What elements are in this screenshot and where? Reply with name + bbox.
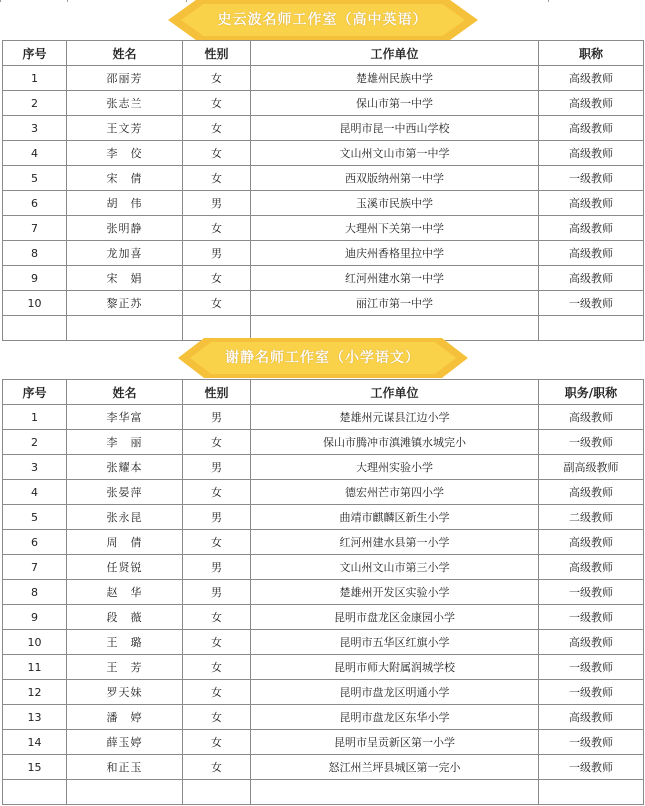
col-header-gender: 性别 [183, 41, 251, 66]
table-row [3, 705, 644, 730]
seq-cell: 13 [3, 705, 67, 730]
unit-cell: 西双版纳州第一中学 [251, 166, 539, 191]
seq-cell: 7 [3, 555, 67, 580]
name-cell: 张晏萍 [67, 480, 183, 505]
name-cell: 薛玉婷 [67, 730, 183, 755]
seq-cell: 3 [3, 116, 67, 141]
gender-cell: 女 [183, 116, 251, 141]
gender-cell: 女 [183, 730, 251, 755]
seq-cell: 9 [3, 605, 67, 630]
table-row [3, 480, 644, 505]
col-header-unit: 工作单位 [251, 41, 539, 66]
gender-cell: 女 [183, 605, 251, 630]
table-row [3, 655, 644, 680]
title-cell: 高级教师 [539, 266, 644, 291]
col-header-unit: 工作单位 [251, 380, 539, 405]
gender-cell: 女 [183, 530, 251, 555]
unit-cell: 大理州下关第一中学 [251, 216, 539, 241]
section2-title: 谢静名师工作室（小学语文） [225, 350, 420, 366]
gender-cell: 女 [183, 266, 251, 291]
table-row [3, 405, 644, 430]
table-row [3, 580, 644, 605]
seq-cell: 6 [3, 530, 67, 555]
unit-cell: 昆明市五华区红旗小学 [251, 630, 539, 655]
name-cell: 宋 倩 [67, 166, 183, 191]
name-cell: 胡 伟 [67, 191, 183, 216]
name-cell: 赵 华 [67, 580, 183, 605]
gender-cell: 女 [183, 66, 251, 91]
gender-cell: 女 [183, 480, 251, 505]
gender-cell: 男 [183, 580, 251, 605]
seq-cell: 5 [3, 166, 67, 191]
seq-cell: 6 [3, 191, 67, 216]
unit-cell: 昆明市呈贡新区第一小学 [251, 730, 539, 755]
title-cell: 高级教师 [539, 480, 644, 505]
unit-cell: 昆明市师大附属润城学校 [251, 655, 539, 680]
unit-cell: 昆明市盘龙区金康园小学 [251, 605, 539, 630]
col-header-seq: 序号 [3, 380, 67, 405]
seq-cell: 10 [3, 291, 67, 316]
title-cell: 一级教师 [539, 655, 644, 680]
table-row [3, 630, 644, 655]
blank-cell [539, 316, 644, 341]
seq-cell: 2 [3, 91, 67, 116]
gender-cell: 男 [183, 455, 251, 480]
name-cell: 王 芳 [67, 655, 183, 680]
unit-cell: 红河州建水县第一小学 [251, 530, 539, 555]
title-cell: 一级教师 [539, 430, 644, 455]
name-cell: 段 薇 [67, 605, 183, 630]
name-cell: 和正玉 [67, 755, 183, 780]
gender-cell: 女 [183, 166, 251, 191]
unit-cell: 丽江市第一中学 [251, 291, 539, 316]
name-cell: 李华富 [67, 405, 183, 430]
unit-cell: 大理州实验小学 [251, 455, 539, 480]
unit-cell: 楚雄州开发区实验小学 [251, 580, 539, 605]
table-row [3, 91, 644, 116]
blank-cell [183, 780, 251, 805]
title-cell: 一级教师 [539, 291, 644, 316]
name-cell: 张志兰 [67, 91, 183, 116]
title-cell: 一级教师 [539, 605, 644, 630]
blank-cell [3, 316, 67, 341]
seq-cell: 15 [3, 755, 67, 780]
table-row [3, 266, 644, 291]
section2-banner [0, 338, 645, 378]
table-row [3, 430, 644, 455]
seq-cell: 9 [3, 266, 67, 291]
seq-cell: 1 [3, 66, 67, 91]
seq-cell: 14 [3, 730, 67, 755]
unit-cell: 德宏州芒市第四小学 [251, 480, 539, 505]
title-cell: 高级教师 [539, 705, 644, 730]
section2-table [2, 379, 644, 805]
title-cell: 高级教师 [539, 66, 644, 91]
unit-cell: 迪庆州香格里拉中学 [251, 241, 539, 266]
table-row [3, 66, 644, 91]
table-row [3, 216, 644, 241]
gender-cell: 女 [183, 430, 251, 455]
col-header-name: 姓名 [67, 380, 183, 405]
title-cell: 一级教师 [539, 755, 644, 780]
blank-row [3, 316, 644, 341]
gender-cell: 女 [183, 630, 251, 655]
title-cell: 高级教师 [539, 530, 644, 555]
blank-cell [183, 316, 251, 341]
gender-cell: 男 [183, 241, 251, 266]
unit-cell: 昆明市昆一中西山学校 [251, 116, 539, 141]
title-cell: 高级教师 [539, 116, 644, 141]
table-row [3, 730, 644, 755]
name-cell: 宋 娟 [67, 266, 183, 291]
seq-cell: 11 [3, 655, 67, 680]
col-header-name: 姓名 [67, 41, 183, 66]
title-cell: 二级教师 [539, 505, 644, 530]
name-cell: 龙加喜 [67, 241, 183, 266]
unit-cell: 保山市腾冲市滇滩镇水城完小 [251, 430, 539, 455]
table-row [3, 141, 644, 166]
unit-cell: 曲靖市麒麟区新生小学 [251, 505, 539, 530]
gender-cell: 女 [183, 91, 251, 116]
gender-cell: 男 [183, 191, 251, 216]
gender-cell: 女 [183, 680, 251, 705]
blank-cell [3, 780, 67, 805]
name-cell: 周 倩 [67, 530, 183, 555]
gender-cell: 男 [183, 505, 251, 530]
section1-banner [0, 0, 645, 40]
name-cell: 李 佼 [67, 141, 183, 166]
name-cell: 任贤锐 [67, 555, 183, 580]
blank-cell [539, 780, 644, 805]
title-cell: 一级教师 [539, 730, 644, 755]
section1-table [2, 40, 644, 341]
section1-title: 史云波名师工作室（高中英语） [217, 12, 428, 28]
seq-cell: 12 [3, 680, 67, 705]
title-cell: 一级教师 [539, 680, 644, 705]
gender-cell: 男 [183, 555, 251, 580]
col-header-title: 职务/职称 [539, 380, 644, 405]
blank-cell [251, 780, 539, 805]
gender-cell: 女 [183, 291, 251, 316]
gender-cell: 女 [183, 141, 251, 166]
title-cell: 高级教师 [539, 141, 644, 166]
unit-cell: 玉溪市民族中学 [251, 191, 539, 216]
col-header-gender: 性别 [183, 380, 251, 405]
title-cell: 高级教师 [539, 555, 644, 580]
title-cell: 高级教师 [539, 191, 644, 216]
unit-cell: 昆明市盘龙区明通小学 [251, 680, 539, 705]
unit-cell: 红河州建水第一中学 [251, 266, 539, 291]
seq-cell: 3 [3, 455, 67, 480]
table-row [3, 505, 644, 530]
gender-cell: 男 [183, 405, 251, 430]
table-row [3, 605, 644, 630]
table-row [3, 530, 644, 555]
blank-row [3, 780, 644, 805]
gender-cell: 女 [183, 216, 251, 241]
name-cell: 王 璐 [67, 630, 183, 655]
name-cell: 潘 婷 [67, 705, 183, 730]
table-row [3, 455, 644, 480]
section1-header-row [3, 41, 644, 66]
title-cell: 高级教师 [539, 216, 644, 241]
unit-cell: 文山州文山市第三小学 [251, 555, 539, 580]
seq-cell: 2 [3, 430, 67, 455]
seq-cell: 5 [3, 505, 67, 530]
gender-cell: 女 [183, 705, 251, 730]
unit-cell: 楚雄州民族中学 [251, 66, 539, 91]
blank-cell [67, 780, 183, 805]
name-cell: 邵丽芳 [67, 66, 183, 91]
section2-header-row [3, 380, 644, 405]
unit-cell: 楚雄州元谋县江边小学 [251, 405, 539, 430]
col-header-seq: 序号 [3, 41, 67, 66]
blank-cell [67, 316, 183, 341]
unit-cell: 保山市第一中学 [251, 91, 539, 116]
title-cell: 高级教师 [539, 405, 644, 430]
name-cell: 张永昆 [67, 505, 183, 530]
blank-cell [251, 316, 539, 341]
table-row [3, 555, 644, 580]
table-row [3, 191, 644, 216]
table-row [3, 116, 644, 141]
table-row [3, 166, 644, 191]
col-header-title: 职称 [539, 41, 644, 66]
name-cell: 李 丽 [67, 430, 183, 455]
title-cell: 高级教师 [539, 630, 644, 655]
name-cell: 王文芳 [67, 116, 183, 141]
table-row [3, 680, 644, 705]
seq-cell: 7 [3, 216, 67, 241]
table-row [3, 241, 644, 266]
seq-cell: 1 [3, 405, 67, 430]
title-cell: 一级教师 [539, 580, 644, 605]
title-cell: 高级教师 [539, 91, 644, 116]
name-cell: 罗天妹 [67, 680, 183, 705]
seq-cell: 8 [3, 241, 67, 266]
name-cell: 黎正苏 [67, 291, 183, 316]
seq-cell: 8 [3, 580, 67, 605]
title-cell: 高级教师 [539, 241, 644, 266]
table-row [3, 755, 644, 780]
unit-cell: 昆明市盘龙区东华小学 [251, 705, 539, 730]
gender-cell: 女 [183, 755, 251, 780]
gender-cell: 女 [183, 655, 251, 680]
title-cell: 副高级教师 [539, 455, 644, 480]
table-row [3, 291, 644, 316]
title-cell: 一级教师 [539, 166, 644, 191]
seq-cell: 4 [3, 480, 67, 505]
name-cell: 张耀本 [67, 455, 183, 480]
seq-cell: 4 [3, 141, 67, 166]
unit-cell: 怒江州兰坪县城区第一完小 [251, 755, 539, 780]
unit-cell: 文山州文山市第一中学 [251, 141, 539, 166]
name-cell: 张明静 [67, 216, 183, 241]
seq-cell: 10 [3, 630, 67, 655]
